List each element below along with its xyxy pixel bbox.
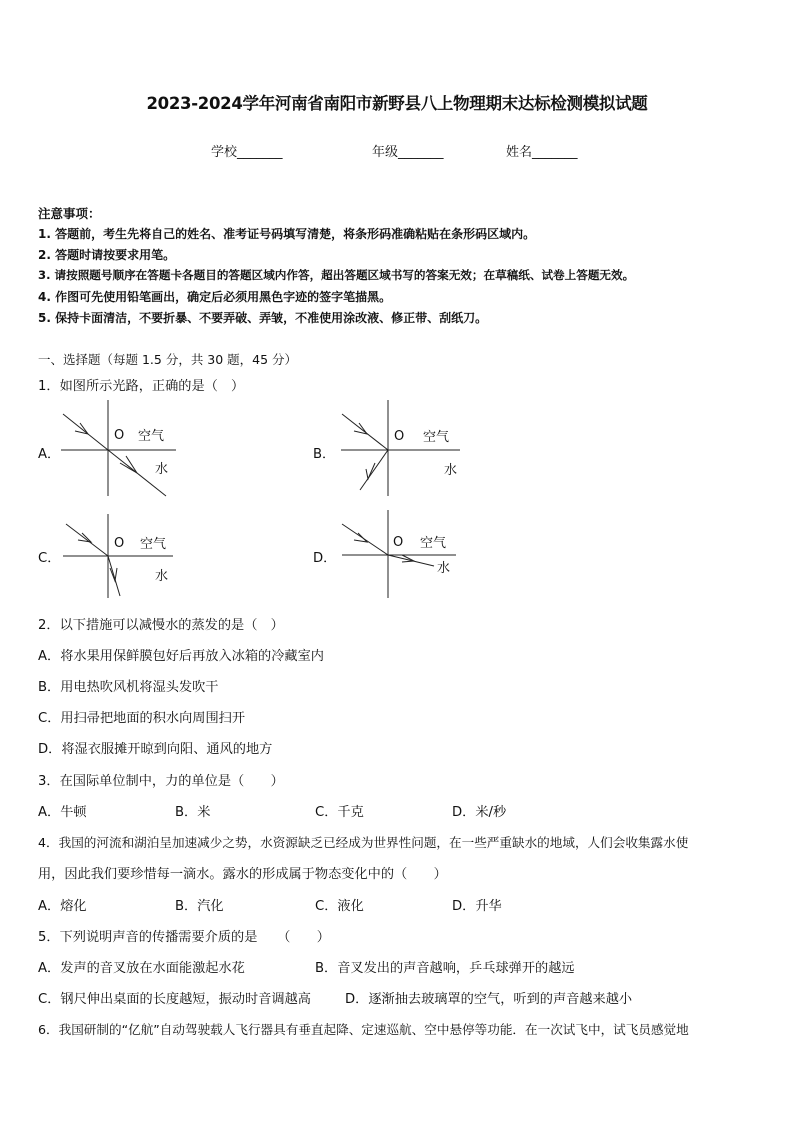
water-label: 水 bbox=[444, 463, 458, 478]
question-1-stem: 1．如图所示光路，正确的是（ ） bbox=[38, 379, 245, 394]
option-a: A．发声的音叉放在水面能激起水花 bbox=[38, 961, 245, 976]
note-item: 3. 请按照题号顺序在答题卡各题目的答题区域内作答，超出答题区域书写的答案无效；在草稿纸、试卷上答题无效。 bbox=[38, 268, 635, 282]
grade-field: 年级_______ bbox=[372, 145, 444, 160]
point-o-label: O bbox=[114, 536, 125, 551]
option-d: D．将湿衣服摊开晾到向阳、通风的地方 bbox=[38, 742, 273, 757]
option-d: D．升华 bbox=[452, 899, 502, 914]
name-field: 姓名_______ bbox=[506, 145, 578, 160]
option-c: C．液化 bbox=[315, 899, 364, 914]
note-item: 1. 答题前，考生先将自己的姓名、准考证号码填写清楚，将条形码准确粘贴在条形码区域内。 bbox=[38, 227, 536, 241]
note-item: 5. 保持卡面清洁，不要折暴、不要弄破、弄皱，不准使用涂改液、修正带、刮纸刀。 bbox=[38, 311, 488, 325]
option-d: D．米/秒 bbox=[452, 805, 507, 820]
point-o-label: O bbox=[393, 535, 404, 550]
question-6-stem: 6．我国研制的“亿航”自动驾驶载人飞行器具有垂直起降、定速巡航、空中悬停等功能．在一次试飞中，试飞员感觉地 bbox=[38, 1022, 689, 1037]
water-label: 水 bbox=[155, 462, 169, 477]
diagram-a bbox=[58, 400, 188, 500]
option-a: A．熔化 bbox=[38, 899, 87, 914]
diagram-d bbox=[338, 510, 468, 600]
air-label: 空气 bbox=[138, 429, 165, 444]
air-label: 空气 bbox=[423, 430, 450, 445]
option-label-b: B． bbox=[313, 447, 336, 462]
option-a: A．牛顿 bbox=[38, 805, 87, 820]
point-o-label: O bbox=[114, 428, 125, 443]
diagram-c bbox=[58, 514, 188, 600]
water-label: 水 bbox=[437, 561, 451, 576]
option-label-d: D． bbox=[313, 551, 337, 566]
option-c: C．钢尺伸出桌面的长度越短，振动时音调越高 bbox=[38, 992, 311, 1007]
option-a: A．将水果用保鲜膜包好后再放入冰箱的冷藏室内 bbox=[38, 649, 324, 664]
question-5-stem: 5．下列说明声音的传播需要介质的是 （ ） bbox=[38, 930, 330, 945]
point-o-label: O bbox=[394, 429, 405, 444]
option-b: B．汽化 bbox=[175, 899, 224, 914]
question-2-stem: 2．以下措施可以减慢水的蒸发的是（ ） bbox=[38, 618, 284, 633]
option-c: C．千克 bbox=[315, 805, 364, 820]
question-4-stem-cont: 用，因此我们要珍惜每一滴水。露水的形成属于物态变化中的（ ） bbox=[38, 867, 447, 882]
section-heading: 一、选择题（每题 1.5 分，共 30 题，45 分） bbox=[38, 352, 298, 367]
option-d: D．逐渐抽去玻璃罩的空气，听到的声音越来越小 bbox=[345, 992, 633, 1007]
option-label-a: A． bbox=[38, 447, 61, 462]
air-label: 空气 bbox=[420, 536, 447, 551]
water-label: 水 bbox=[155, 569, 169, 584]
diagram-b bbox=[338, 400, 468, 500]
question-4-stem: 4．我国的河流和湖泊呈加速减少之势，水资源缺乏已经成为世界性问题，在一些严重缺水的地域，人们会收集露水使 bbox=[38, 835, 689, 850]
option-label-c: C． bbox=[38, 551, 61, 566]
option-b: B．音叉发出的声音越响，乒乓球弹开的越远 bbox=[315, 961, 575, 976]
question-3-stem: 3．在国际单位制中，力的单位是（ ） bbox=[38, 774, 284, 789]
option-c: C．用扫帚把地面的积水向周围扫开 bbox=[38, 711, 246, 726]
option-b: B．用电热吹风机将湿头发吹干 bbox=[38, 680, 219, 695]
notes-heading: 注意事项： bbox=[38, 206, 101, 221]
note-item: 4. 作图可先使用铅笔画出，确定后必须用黑色字迹的签字笔描黑。 bbox=[38, 290, 392, 304]
school-field: 学校_______ bbox=[211, 145, 283, 160]
option-b: B．米 bbox=[175, 805, 211, 820]
page-title: 2023-2024学年河南省南阳市新野县八上物理期末达标检测模拟试题 bbox=[146, 94, 648, 113]
air-label: 空气 bbox=[140, 537, 167, 552]
note-item: 2. 答题时请按要求用笔。 bbox=[38, 248, 176, 262]
